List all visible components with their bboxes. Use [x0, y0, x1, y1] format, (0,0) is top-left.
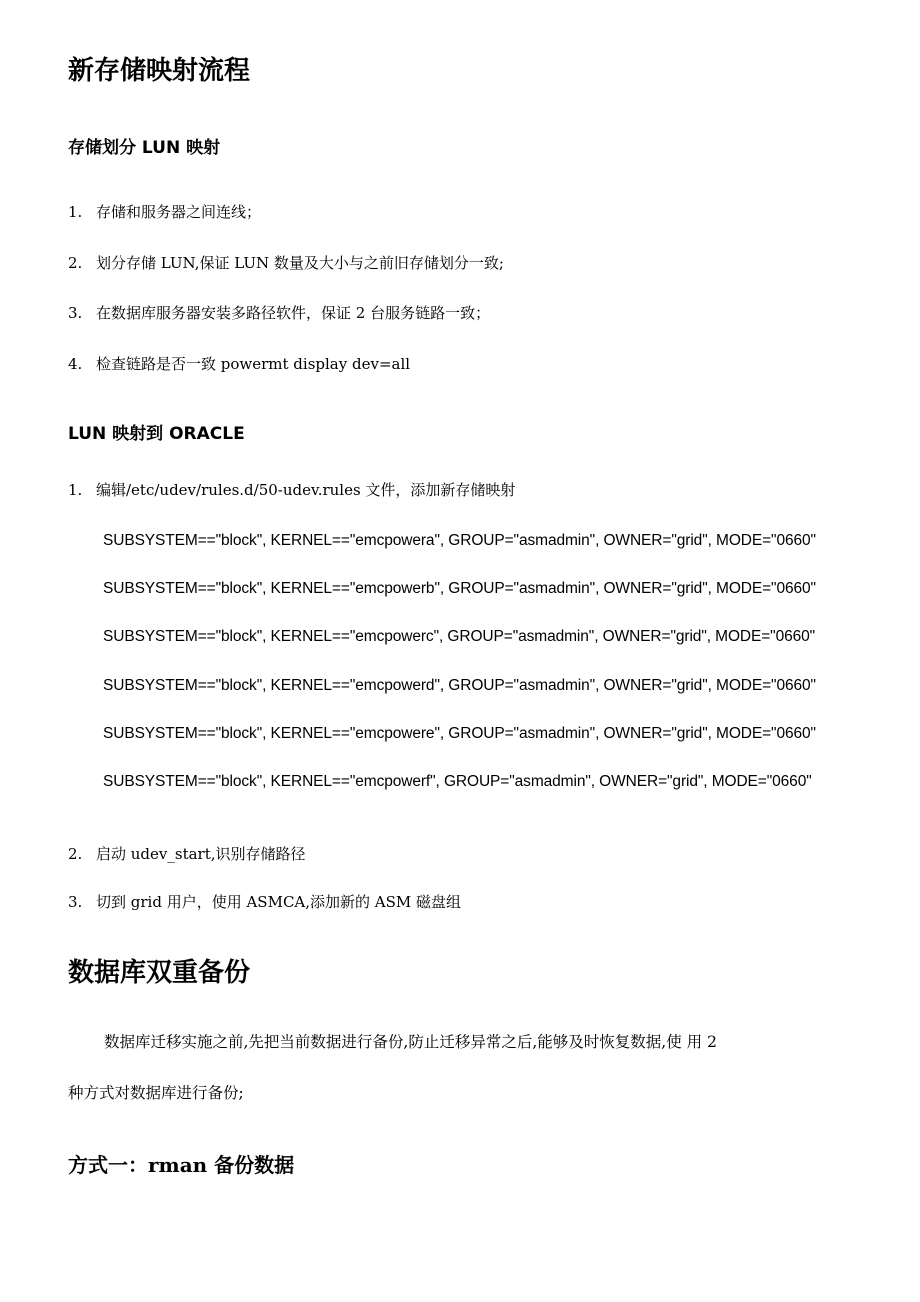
heading-lun-mapping: 存储划分 LUN 映射 [68, 138, 221, 158]
udev-rule-line: SUBSYSTEM=="block", KERNEL=="emcpowera", GROUP="asmadmin", OWNER="grid", MODE="0660" [103, 532, 816, 549]
item-number: 2. [68, 845, 83, 863]
list-item [68, 201, 261, 222]
item-number: 1. [68, 481, 83, 499]
list-item [68, 252, 504, 273]
item-number: 3. [68, 893, 83, 911]
list-item [68, 353, 410, 374]
title-backup: 数据库双重备份 [68, 958, 251, 988]
udev-rule-line: SUBSYSTEM=="block", KERNEL=="emcpowerc", GROUP="asmadmin", OWNER="grid", MODE="0660" [103, 628, 816, 645]
list-item [68, 891, 461, 912]
item-text: 存储和服务器之间连线； [96, 203, 262, 221]
udev-rule-line: SUBSYSTEM=="block", KERNEL=="emcpowere", GROUP="asmadmin", OWNER="grid", MODE="0660" [103, 725, 816, 742]
item-number: 1. [68, 203, 83, 221]
method1-heading: 方式一：rman 备份数据 [68, 1153, 295, 1177]
item-text: 启动 udev_start,识别存储路径 [96, 845, 306, 863]
udev-rule-line: SUBSYSTEM=="block", KERNEL=="emcpowerb", GROUP="asmadmin", OWNER="grid", MODE="0660" [103, 580, 816, 597]
heading-lun-to-oracle: LUN 映射到 ORACLE [68, 424, 245, 444]
list-item [68, 479, 515, 500]
item-text: 切到 grid 用户，使用 ASMCA,添加新的 ASM 磁盘组 [96, 893, 462, 911]
backup-paragraph-line1: 数据库迁移实施之前,先把当前数据进行备份,防止迁移异常之后,能够及时恢复数据,使 用 2 [104, 1033, 717, 1051]
backup-paragraph-line2: 种方式对数据库进行备份; [68, 1084, 244, 1102]
item-number: 3. [68, 304, 83, 322]
item-number: 4. [68, 355, 83, 373]
title-main: 新存储映射流程 [68, 56, 251, 86]
item-text: 编辑/etc/udev/rules.d/50-udev.rules 文件，添加新存储映射 [96, 481, 516, 499]
udev-rule-line: SUBSYSTEM=="block", KERNEL=="emcpowerd", GROUP="asmadmin", OWNER="grid", MODE="0660" [103, 677, 816, 694]
item-text: 在数据库服务器安装多路径软件，保证 2 台服务链路一致； [96, 304, 491, 322]
item-number: 2. [68, 254, 83, 272]
item-text: 划分存储 LUN,保证 LUN 数量及大小与之前旧存储划分一致; [96, 254, 504, 272]
udev-rule-line: SUBSYSTEM=="block", KERNEL=="emcpowerf", GROUP="asmadmin", OWNER="grid", MODE="0660" [103, 773, 812, 790]
item-text: 检查链路是否一致 powermt display dev=all [96, 355, 411, 373]
list-item [68, 843, 306, 864]
list-item [68, 302, 490, 323]
